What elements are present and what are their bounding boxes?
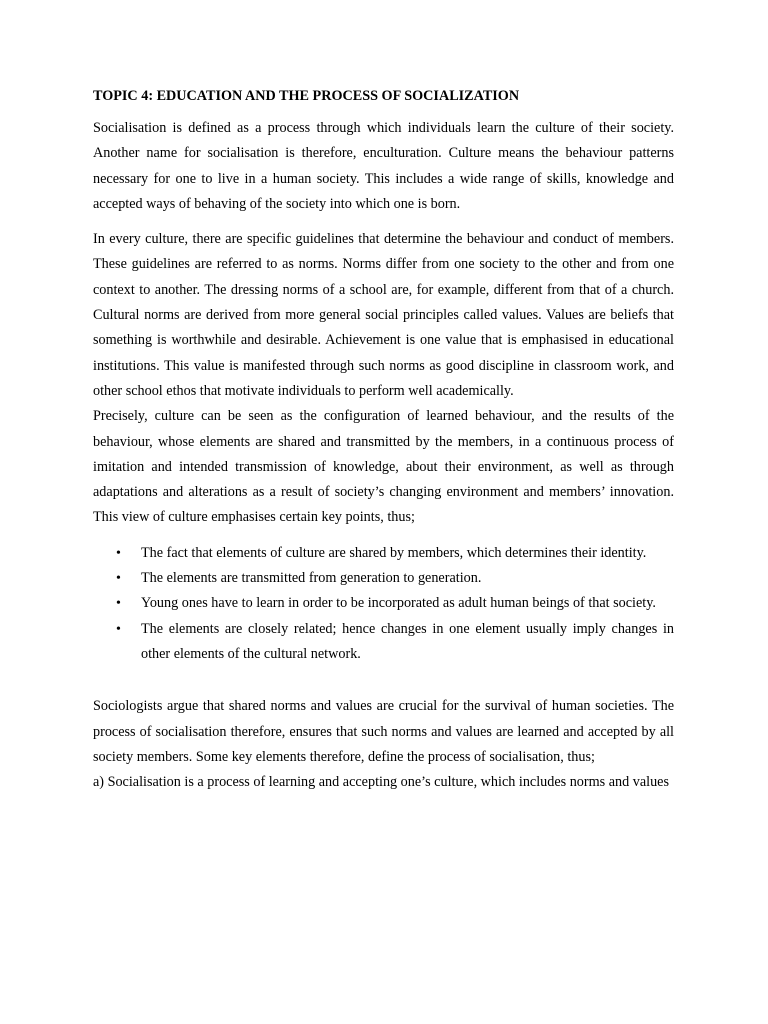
bullet-icon: •	[116, 545, 121, 561]
list-item	[93, 566, 674, 591]
paragraph-sociologists-argue: Sociologists argue that shared norms and values are crucial for the survival of human societies. The process of socialisation therefore, ensures that such norms and values are learned and accepted by all society members. Some key elements therefore, define the process of socialisation, thus;	[93, 698, 674, 765]
paragraph-culture-configuration: Precisely, culture can be seen as the configuration of learned behaviour, and the results of the behaviour, whose elements are shared and transmitted by the members, in a continuous process of imitation and intended transmission of knowledge, about their environment, as well as through adaptations and alterations as a result of society’s changing environment and members’ innovation. This view of culture emphasises certain key points, thus;	[93, 408, 674, 526]
document-page	[93, 86, 674, 795]
list-item-text: The elements are transmitted from generation to generation.	[141, 570, 482, 587]
list-item-text: The elements are closely related; hence changes in one element usually imply changes in other elements of the cultural network.	[141, 620, 674, 662]
paragraph-element-a: a) Socialisation is a process of learning and accepting one’s culture, which includes norms and values	[93, 774, 669, 791]
list-item	[93, 617, 674, 668]
bullet-icon: •	[116, 571, 121, 587]
list-item-text: The fact that elements of culture are shared by members, which determines their identity.	[141, 544, 647, 561]
paragraph-socialisation-definition: Socialisation is defined as a process through which individuals learn the culture of their society. Another name for socialisation is therefore, enculturation. Culture means the behaviour patterns necessary for one to live in a human society. This includes a wide range of skills, knowledge and accepted ways of behaving of the society into which one is born.	[93, 120, 674, 212]
paragraph-norms-values: In every culture, there are specific guidelines that determine the behaviour and conduct of members. These guidelines are referred to as norms. Norms differ from one society to the other and from one context to another. The dressing norms of a school are, for example, different from that of a church. Cultural norms are derived from more general social principles called values. Values are beliefs that something is worthwhile and desirable. Achievement is one value that is emphasised in educational institutions. This value is manifested through such norms as good discipline in classroom work, and other school ethos that motivate individuals to perform well academically.	[93, 231, 674, 399]
bullet-icon: •	[116, 621, 121, 637]
key-points-list	[93, 541, 674, 667]
list-item-text: Young ones have to learn in order to be incorporated as adult human beings of that society.	[141, 595, 656, 612]
bullet-icon: •	[116, 596, 121, 612]
list-item	[93, 591, 674, 616]
list-item	[93, 541, 674, 566]
page-title: TOPIC 4: EDUCATION AND THE PROCESS OF SOCIALIZATION	[93, 88, 520, 104]
